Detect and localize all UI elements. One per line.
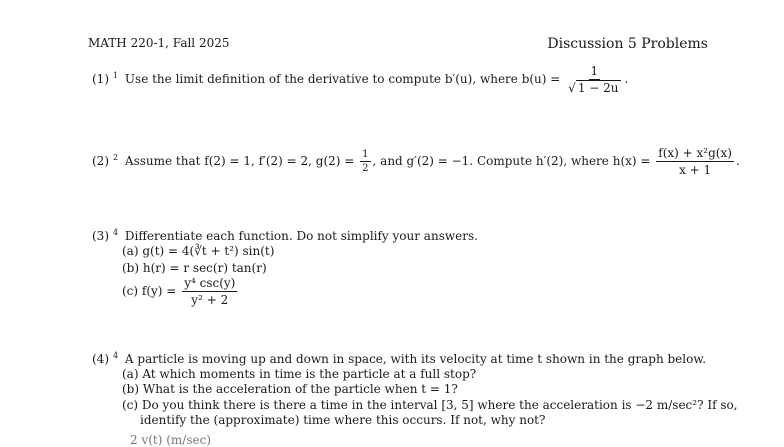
problem-2-text-a: Assume that f(2) = 1, f′(2) = 2, g(2) = [124, 154, 355, 168]
problem-2 [92, 146, 740, 177]
problem-4-number: (4) [92, 352, 109, 366]
problem-4a: (a) At which moments in time is the particle at a full stop? [122, 367, 477, 381]
problem-4c-continued: identify the (approximate) time where this occurs. If not, why not? [140, 413, 546, 427]
problem-2-frac-top: f(x) + x²g(x) [658, 146, 732, 160]
half-fraction [360, 149, 370, 174]
problem-1-number: (1) [92, 72, 109, 86]
problem-2-frac-bottom: x + 1 [679, 163, 712, 177]
problem-2-text-b: , and g′(2) = −1. Compute h′(2), where h(x) = [372, 154, 651, 168]
problem-4b: (b) What is the acceleration of the particle when t = 1? [122, 382, 458, 396]
problem-1-frac-top: 1 [590, 64, 599, 78]
problem-3b: (b) h(r) = r sec(r) tan(r) [122, 261, 267, 275]
half-top: 1 [362, 149, 369, 160]
problem-3c-frac-bottom: y² + 2 [191, 293, 229, 307]
problem-2-points: 2 [113, 153, 119, 162]
problem-3c [122, 276, 239, 307]
course-header: MATH 220-1, Fall 2025 [88, 36, 230, 50]
problem-2-fraction [656, 146, 734, 177]
problem-3-text: Differentiate each function. Do not simplify your answers. [124, 229, 478, 243]
problem-2-number: (2) [92, 154, 109, 168]
problem-3a: (a) g(t) = 4(∛t + t²) sin(t) [122, 244, 275, 258]
problem-2-end: . [735, 154, 740, 168]
problem-3c-label: (c) f(y) = [122, 284, 177, 298]
problem-1-fraction [566, 64, 622, 95]
problem-4c: (c) Do you think there is there a time in the interval [3, 5] where the acceleration is −2 m/sec²? If so, [122, 398, 738, 412]
problem-3c-fraction [182, 276, 237, 307]
half-bottom: 2 [362, 163, 369, 174]
problem-4-points: 4 [113, 351, 119, 360]
problem-1-end: . [624, 72, 629, 86]
problem-1-points: 1 [113, 71, 119, 80]
problem-4-text: A particle is moving up and down in space, with its velocity at time t shown in the graph below. [124, 352, 707, 366]
problem-1-frac-bottom: 1 − 2u [577, 81, 619, 95]
problem-4 [92, 351, 706, 366]
problem-3-number: (3) [92, 229, 109, 243]
graph-label-cutoff: 2 v(t) (m/sec) [130, 433, 211, 447]
problem-1 [92, 64, 628, 95]
problem-3-points: 4 [113, 228, 119, 237]
problem-3c-frac-top: y⁴ csc(y) [184, 276, 236, 290]
page-title: Discussion 5 Problems [547, 36, 708, 52]
problem-1-text: Use the limit definition of the derivative to compute b′(u), where b(u) = [124, 72, 561, 86]
problem-3 [92, 228, 478, 243]
sqrt-sign: √ [568, 81, 576, 95]
